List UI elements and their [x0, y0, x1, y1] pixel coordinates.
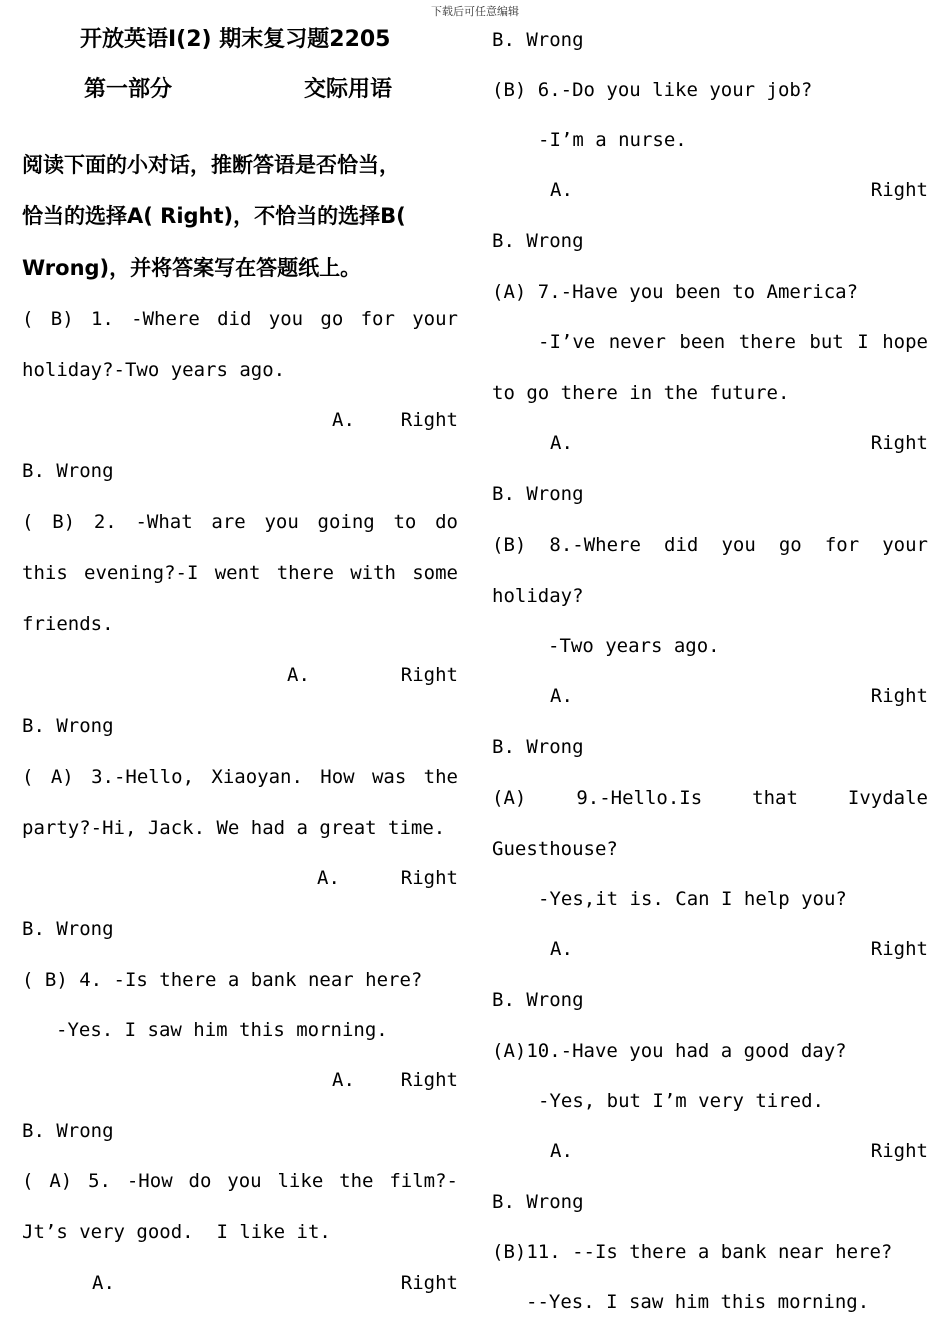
q2-option-a — [22, 659, 458, 691]
q7-question: (A) 7.-Have you been to America? — [492, 281, 859, 303]
q9-answer: -Yes,it is. Can I help you? — [538, 888, 847, 910]
q10-question: (A)10.-Have you had a good day? — [492, 1040, 847, 1062]
q5-option-a-label: A. — [92, 1272, 115, 1294]
q9-option-a-text: Right — [870, 938, 928, 960]
q2-option-a-label: A. — [287, 664, 310, 686]
q4-answer: -Yes. I saw him this morning. — [56, 1019, 388, 1041]
q10-option-a — [492, 1135, 928, 1167]
q9-option-a — [492, 933, 928, 965]
q2-question-cont: this evening?-I went there with some — [22, 562, 458, 584]
q11-question: (B)11. --Is there a bank near here? — [492, 1241, 893, 1263]
instruction-line-3: Wrong)，并将答案写在答题纸上。 — [22, 256, 362, 280]
q5-question: ( A) 5. -How do you like the film?- — [22, 1170, 458, 1192]
q4-option-a-label: A. — [332, 1069, 355, 1091]
q6-option-a — [492, 174, 928, 206]
q5-option-a — [22, 1267, 458, 1299]
q2-option-b: B. Wrong — [22, 715, 114, 737]
q5-option-a-text: Right — [400, 1272, 458, 1294]
q4-question: ( B) 4. -Is there a bank near here? — [22, 969, 423, 991]
q9-option-a-label: A. — [550, 938, 573, 960]
q3-question-cont: party?-Hi, Jack. We had a great time. — [22, 817, 446, 839]
q9-question-cont: Guesthouse? — [492, 838, 618, 860]
q1-question: ( B) 1. -Where did you go for your — [22, 308, 458, 330]
q1-question-cont: holiday?-Two years ago. — [22, 359, 286, 381]
q4-option-a-text: Right — [400, 1069, 458, 1091]
q7-answer: -I’ve never been there but I hope — [538, 331, 928, 353]
q2-question: ( B) 2. -What are you going to do — [22, 511, 458, 533]
q10-option-a-text: Right — [870, 1140, 928, 1162]
q6-option-a-label: A. — [550, 179, 573, 201]
q1-option-a — [22, 404, 458, 436]
q8-question-cont: holiday? — [492, 585, 584, 607]
part-name: 交际用语 — [304, 77, 393, 102]
instruction-line-1: 阅读下面的小对话，推断答语是否恰当， — [22, 153, 400, 177]
q10-option-a-label: A. — [550, 1140, 573, 1162]
q7-answer-cont: to go there in the future. — [492, 382, 790, 404]
q10-option-b: B. Wrong — [492, 1191, 584, 1213]
q8-question: (B) 8.-Where did you go for your — [492, 534, 928, 556]
q3-option-a-text: Right — [400, 867, 458, 889]
q5-question-cont: Jt’s very good. I like it. — [22, 1221, 331, 1243]
q8-option-a — [492, 680, 928, 712]
q2-option-a-text: Right — [400, 664, 458, 686]
q5-option-b: B. Wrong — [492, 29, 584, 51]
q4-option-b: B. Wrong — [22, 1120, 114, 1142]
part-label: 第一部分 — [84, 77, 173, 102]
q7-option-b: B. Wrong — [492, 483, 584, 505]
q10-answer: -Yes, but I’m very tired. — [538, 1090, 824, 1112]
q3-option-a-label: A. — [317, 867, 340, 889]
q8-option-b: B. Wrong — [492, 736, 584, 758]
q9-option-b: B. Wrong — [492, 989, 584, 1011]
document-title: 开放英语Ⅰ(2) 期末复习题2205 — [80, 27, 391, 52]
q4-option-a — [22, 1064, 458, 1096]
instruction-line-2: 恰当的选择A( Right)，不恰当的选择B( — [22, 204, 406, 228]
page-header-note: 下载后可任意编辑 — [431, 5, 519, 18]
q6-answer: -I’m a nurse. — [538, 129, 687, 151]
q3-option-b: B. Wrong — [22, 918, 114, 940]
q8-option-a-label: A. — [550, 685, 573, 707]
q3-question: ( A) 3.-Hello, Xiaoyan. How was the — [22, 766, 458, 788]
q9-question: (A) 9.-Hello.Is that Ivydale — [492, 787, 928, 809]
q11-answer: --Yes. I saw him this morning. — [526, 1291, 870, 1313]
q6-question: (B) 6.-Do you like your job? — [492, 79, 813, 101]
q1-option-a-label: A. — [332, 409, 355, 431]
q3-option-a — [22, 862, 458, 894]
q7-option-a — [492, 427, 928, 459]
q7-option-a-text: Right — [870, 432, 928, 454]
q6-option-b: B. Wrong — [492, 230, 584, 252]
q1-option-a-text: Right — [400, 409, 458, 431]
q2-question-cont2: friends. — [22, 613, 114, 635]
q6-option-a-text: Right — [870, 179, 928, 201]
q8-option-a-text: Right — [870, 685, 928, 707]
q1-option-b: B. Wrong — [22, 460, 114, 482]
q8-answer: -Two years ago. — [548, 635, 720, 657]
q7-option-a-label: A. — [550, 432, 573, 454]
